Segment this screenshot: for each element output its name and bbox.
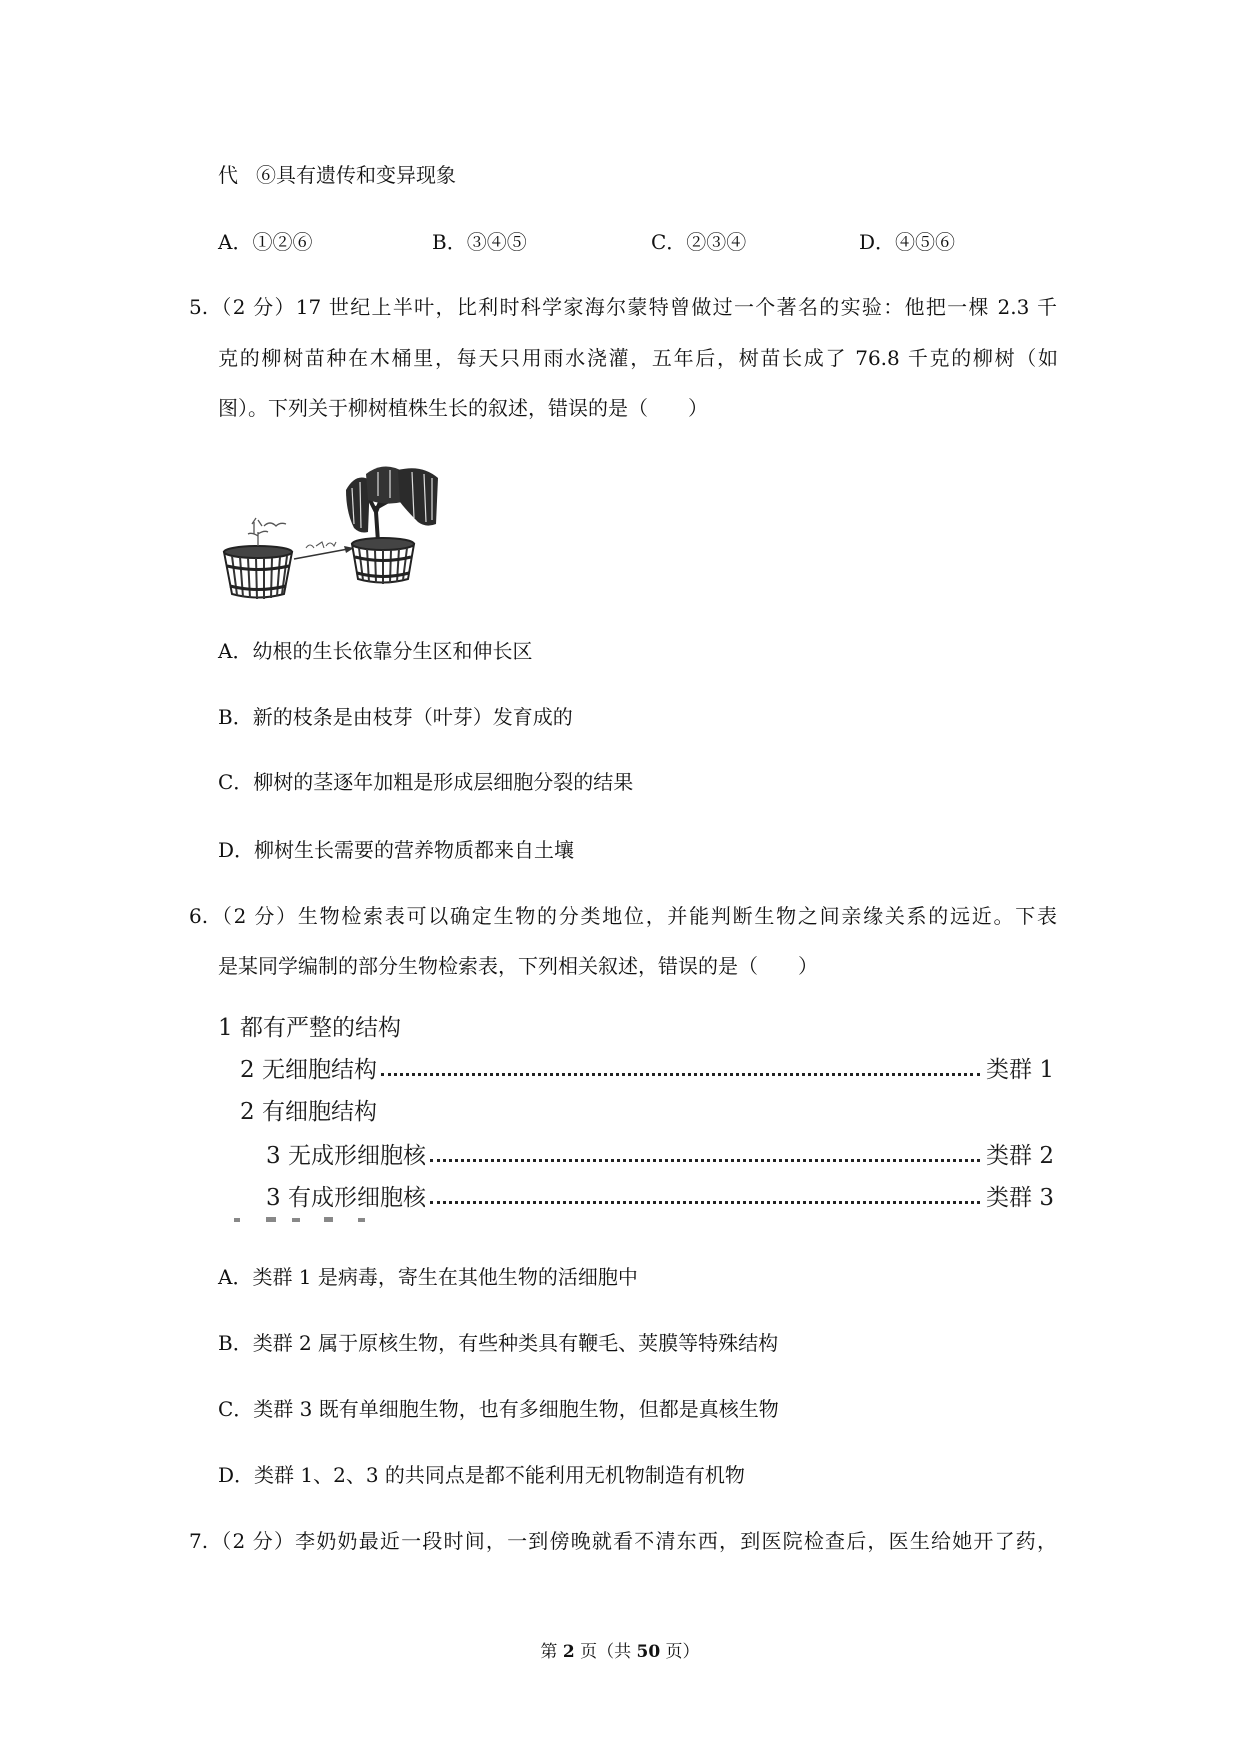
dotted-leader — [381, 1073, 980, 1076]
q5-stem-line-2: 克的柳树苗种在木桶里，每天只用雨水浇灌，五年后，树苗长成了 76.8 千克的柳树（如 — [218, 346, 1058, 370]
willow-tree — [346, 466, 438, 542]
key-row-3 — [240, 1092, 1054, 1126]
q6-number: 6. — [189, 904, 209, 928]
key-row-text: 3 有成形细胞核 — [266, 1185, 426, 1211]
key-row-group: 类群 3 — [986, 1185, 1054, 1211]
q4-continuation-prefix: 代 — [218, 163, 238, 187]
q6-option-b: B．类群 2 属于原核生物，有些种类具有鞭毛、荚膜等特殊结构 — [218, 1331, 779, 1355]
key-row-1 — [218, 1008, 1054, 1042]
q7-number: 7. — [189, 1529, 209, 1553]
footer-page-number: 2 — [562, 1642, 575, 1662]
right-tub — [352, 538, 414, 584]
key-row-text: 3 无成形细胞核 — [266, 1143, 426, 1169]
q4-option-d: D．④⑤⑥ — [859, 230, 956, 254]
q7-stem-line-1 — [189, 1527, 1057, 1555]
cropped-row-fragment — [232, 1214, 382, 1224]
key-row-group: 类群 2 — [986, 1143, 1054, 1169]
q5-option-b: B．新的枝条是由枝芽（叶芽）发育成的 — [218, 705, 573, 729]
footer-prefix: 第 — [540, 1642, 563, 1662]
footer-middle: 页（共 — [574, 1642, 637, 1662]
key-row-5 — [266, 1178, 1054, 1212]
arrow-icon — [294, 542, 354, 559]
key-row-group: 类群 1 — [986, 1057, 1054, 1083]
q5-option-a: A．幼根的生长依靠分生区和伸长区 — [218, 639, 533, 663]
q7-stem-text-1: （2 分）李奶奶最近一段时间，一到傍晚就看不清东西，到医院检查后，医生给她开了药， — [210, 1529, 1057, 1553]
q4-continuation-line — [218, 161, 456, 189]
q5-stem-line-1 — [189, 293, 1057, 321]
dotted-leader — [430, 1201, 980, 1204]
classification-key-figure — [218, 1008, 1054, 1224]
key-row-text: 2 无细胞结构 — [240, 1057, 377, 1083]
q5-stem-line-3: 图）。下列关于柳树植株生长的叙述，错误的是（ ） — [218, 396, 708, 420]
left-tub — [224, 546, 292, 599]
willow-experiment-drawing — [218, 462, 440, 603]
dotted-leader — [430, 1159, 980, 1162]
q4-option-a: A．①②⑥ — [218, 230, 313, 254]
q6-option-d: D．类群 1、2、3 的共同点是都不能利用无机物制造有机物 — [218, 1463, 745, 1487]
q4-option-b: B．③④⑤ — [432, 230, 527, 254]
q4-continuation-text: ⑥具有遗传和变异现象 — [256, 163, 456, 187]
page-footer — [0, 1640, 1240, 1664]
q5-number: 5. — [189, 295, 209, 319]
key-row-text: 2 有细胞结构 — [240, 1099, 377, 1125]
key-row-2 — [240, 1050, 1054, 1084]
key-row-4 — [266, 1136, 1054, 1170]
q5-option-c: C．柳树的茎逐年加粗是形成层细胞分裂的结果 — [218, 770, 634, 794]
q6-stem-text-1: （2 分）生物检索表可以确定生物的分类地位，并能判断生物之间亲缘关系的远近。下表 — [210, 904, 1057, 928]
q6-option-a: A．类群 1 是病毒，寄生在其他生物的活细胞中 — [218, 1265, 638, 1289]
q6-stem-line-2: 是某同学编制的部分生物检索表，下列相关叙述，错误的是（ ） — [218, 954, 818, 978]
footer-suffix: 页） — [660, 1642, 700, 1662]
sapling-sketch — [248, 518, 286, 546]
footer-total-pages: 50 — [636, 1642, 661, 1662]
q5-option-d: D．柳树生长需要的营养物质都来自土壤 — [218, 838, 575, 862]
willow-experiment-figure — [218, 462, 440, 603]
q5-stem-text-1: （2 分）17 世纪上半叶，比利时科学家海尔蒙特曾做过一个著名的实验：他把一棵 2.3 千 — [210, 295, 1057, 319]
key-row-text: 1 都有严整的结构 — [218, 1015, 401, 1041]
q6-option-c: C．类群 3 既有单细胞生物，也有多细胞生物，但都是真核生物 — [218, 1397, 779, 1421]
q6-stem-line-1 — [189, 902, 1057, 930]
q4-option-c: C．②③④ — [651, 230, 747, 254]
